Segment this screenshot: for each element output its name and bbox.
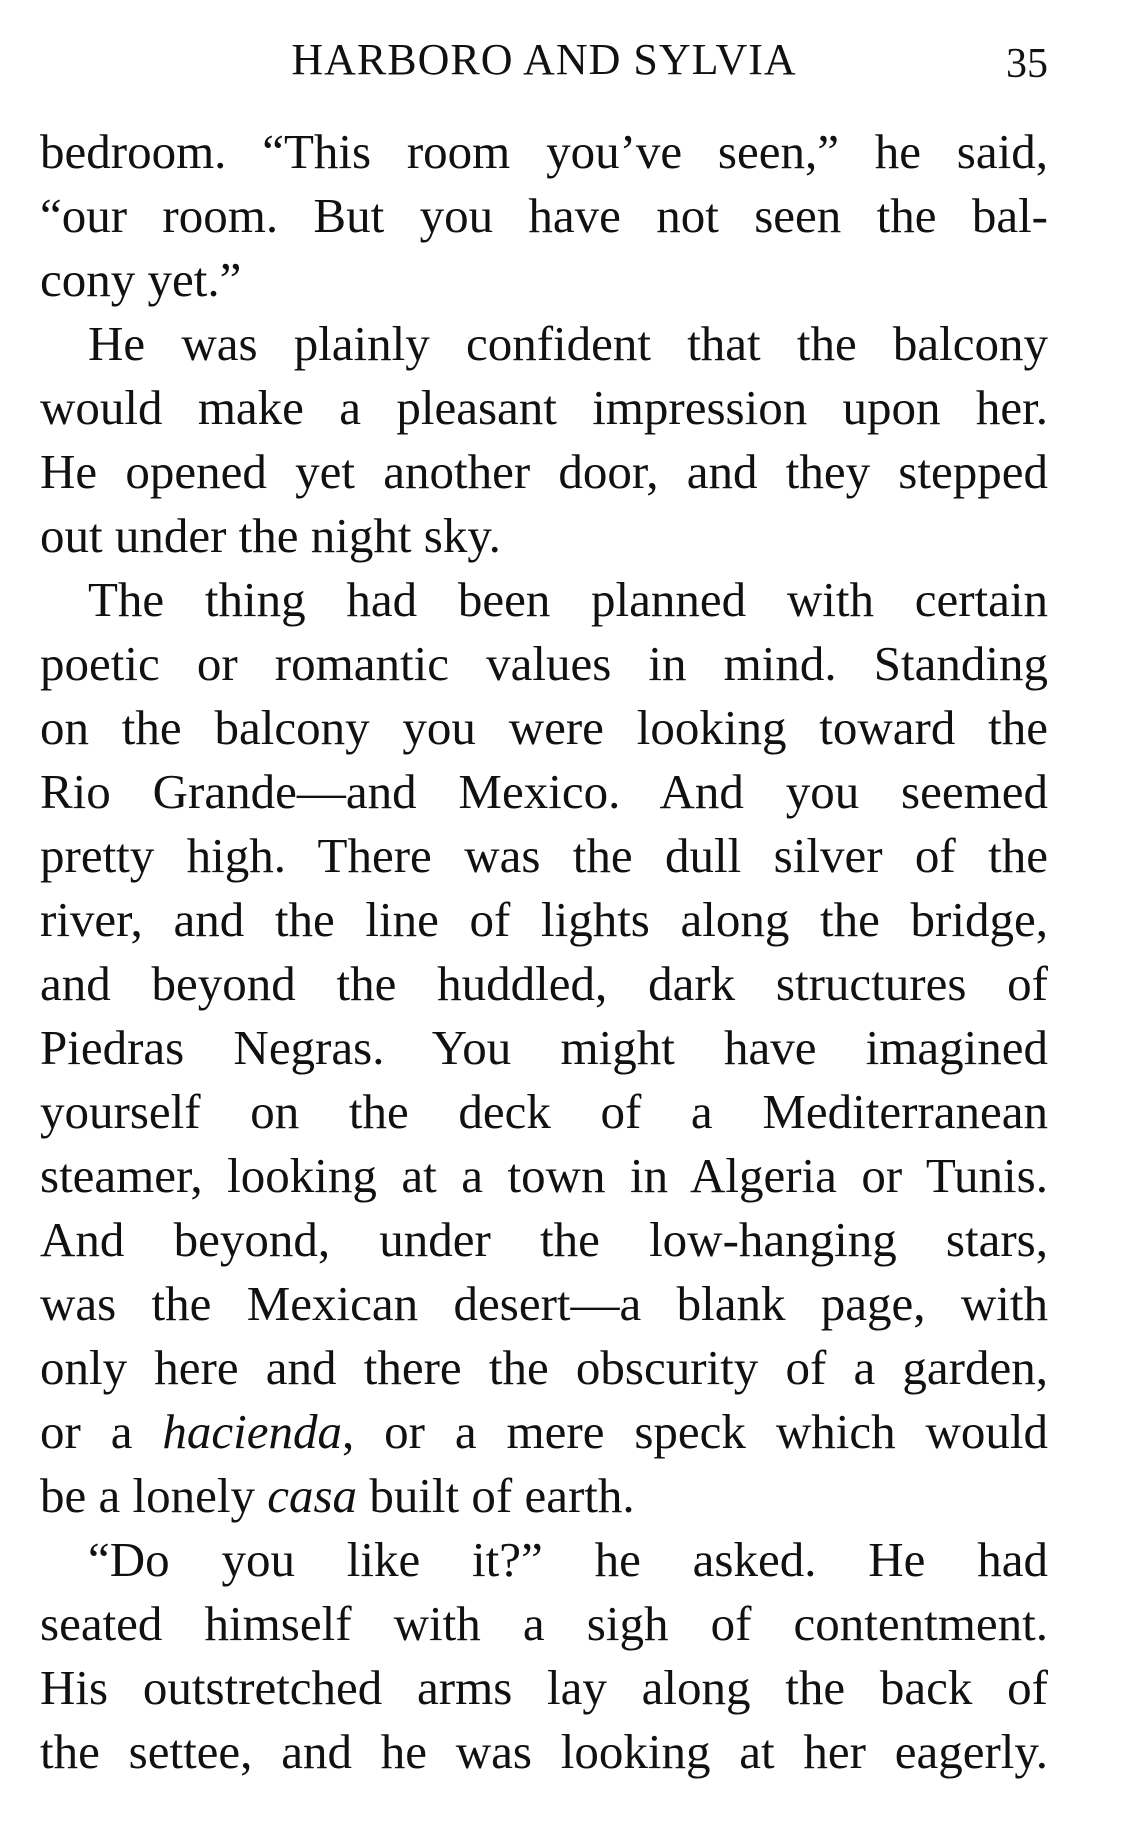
text-line: and beyond the huddled, dark structures of	[40, 956, 1048, 1011]
paragraph-1	[40, 120, 1048, 312]
text-line: Piedras Negras. You might have imagined	[40, 1020, 1048, 1075]
page-number: 35	[1006, 41, 1048, 87]
text-run: built of earth.	[357, 1468, 635, 1523]
text-line: the settee, and he was looking at her eagerly.	[40, 1724, 1048, 1779]
text-line	[40, 1400, 1048, 1464]
text-line	[40, 1464, 1048, 1528]
text-line: “Do you like it?” he asked. He had	[88, 1532, 1048, 1587]
text-line: cony yet.”	[40, 252, 242, 307]
text-line: The thing had been planned with certain	[88, 572, 1048, 627]
text-line: bedroom. “This room you’ve seen,” he said,	[40, 124, 1048, 179]
text-line: out under the night sky.	[40, 508, 501, 563]
text-line: would make a pleasant impression upon her.	[40, 380, 1048, 435]
paragraph-3	[40, 568, 1048, 1528]
text-line: on the balcony you were looking toward the	[40, 700, 1048, 755]
paragraph-2	[40, 312, 1048, 568]
text-line: “our room. But you have not seen the bal-	[40, 188, 1048, 243]
text-line: He opened yet another door, and they stepped	[40, 444, 1048, 499]
text-run: , or a mere speck which would	[342, 1404, 1048, 1459]
text-line: seated himself with a sigh of contentment.	[40, 1596, 1048, 1651]
italic-word: casa	[267, 1468, 358, 1523]
text-line: yourself on the deck of a Mediterranean	[40, 1084, 1048, 1139]
text-line: pretty high. There was the dull silver of the	[40, 828, 1048, 883]
text-line: poetic or romantic values in mind. Standing	[40, 636, 1048, 691]
text-line: Rio Grande—and Mexico. And you seemed	[40, 764, 1048, 819]
chapter-title: HARBORO AND SYLVIA	[291, 35, 797, 84]
text-line: steamer, looking at a town in Algeria or Tunis.	[40, 1148, 1048, 1203]
running-head	[40, 30, 1048, 90]
text-run: be a lonely	[40, 1468, 268, 1523]
text-run: or a	[40, 1404, 163, 1459]
text-line: only here and there the obscurity of a garden,	[40, 1340, 1048, 1395]
text-line: His outstretched arms lay along the back of	[40, 1660, 1048, 1715]
text-line: And beyond, under the low-hanging stars,	[40, 1212, 1048, 1267]
italic-word: hacienda	[162, 1404, 342, 1459]
text-line: river, and the line of lights along the bridge,	[40, 892, 1048, 947]
text-line: He was plainly confident that the balcony	[88, 316, 1048, 371]
body-text	[40, 120, 1048, 1784]
text-line: was the Mexican desert—a blank page, with	[40, 1276, 1048, 1331]
paragraph-4	[40, 1528, 1048, 1784]
